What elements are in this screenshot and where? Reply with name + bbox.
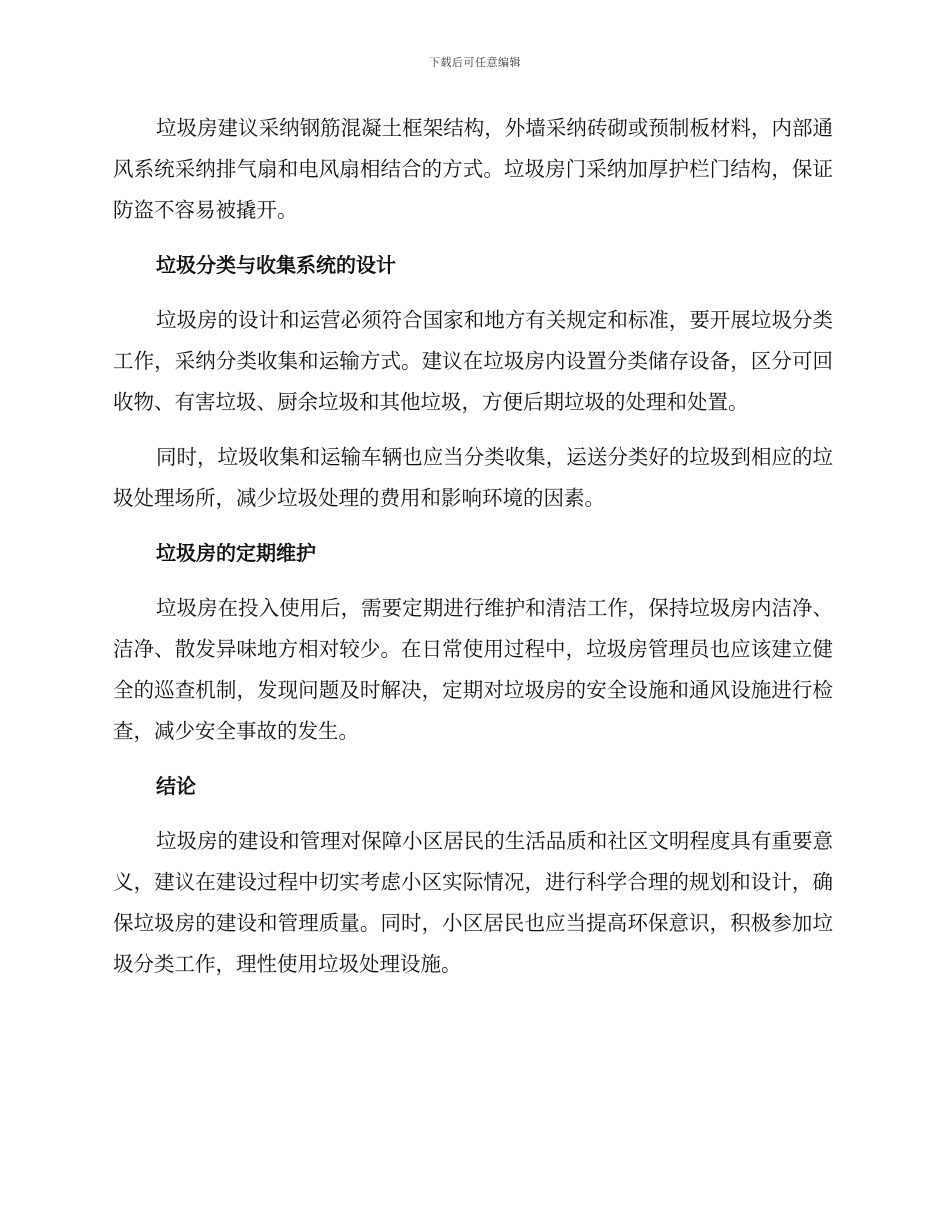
document-body (113, 108, 833, 999)
paragraph-transport: 同时，垃圾收集和运输车辆也应当分类收集，运送分类好的垃圾到相应的垃圾处理场所，减少垃圾处理的费用和影响环境的因素。 (113, 445, 833, 510)
paragraph-conclusion: 垃圾房的建设和管理对保障小区居民的生活品质和社区文明程度具有重要意义，建议在建设过程中切实考虑小区实际情况，进行科学合理的规划和设计，确保垃圾房的建设和管理质量。同时，小区居民也应当提高环保意识，积极参加垃圾分类工作，理性使用垃圾处理设施。 (113, 829, 833, 976)
heading-maintenance: 垃圾房的定期维护 (156, 541, 316, 565)
paragraph-classification: 垃圾房的设计和运营必须符合国家和地方有关规定和标准，要开展垃圾分类工作，采纳分类收集和运输方式。建议在垃圾房内设置分类储存设备，区分可回收物、有害垃圾、厨余垃圾和其他垃圾，方便后期垃圾的处理和处置。 (113, 308, 833, 414)
paragraph-maintenance: 垃圾房在投入使用后，需要定期进行维护和清洁工作，保持垃圾房内洁净、洁净、散发异味地方相对较少。在日常使用过程中，垃圾房管理员也应该建立健全的巡查机制，发现问题及时解决，定期对垃圾房的安全设施和通风设施进行检查，减少安全事故的发生。 (113, 596, 833, 743)
paragraph-structure: 垃圾房建议采纳钢筋混凝土框架结构，外墙采纳砖砌或预制板材料，内部通风系统采纳排气扇和电风扇相结合的方式。垃圾房门采纳加厚护栏门结构，保证防盗不容易被撬开。 (113, 116, 833, 222)
heading-classification-system: 垃圾分类与收集系统的设计 (156, 253, 396, 277)
heading-conclusion: 结论 (156, 774, 196, 798)
page-header: 下载后可任意编辑 (429, 56, 521, 69)
